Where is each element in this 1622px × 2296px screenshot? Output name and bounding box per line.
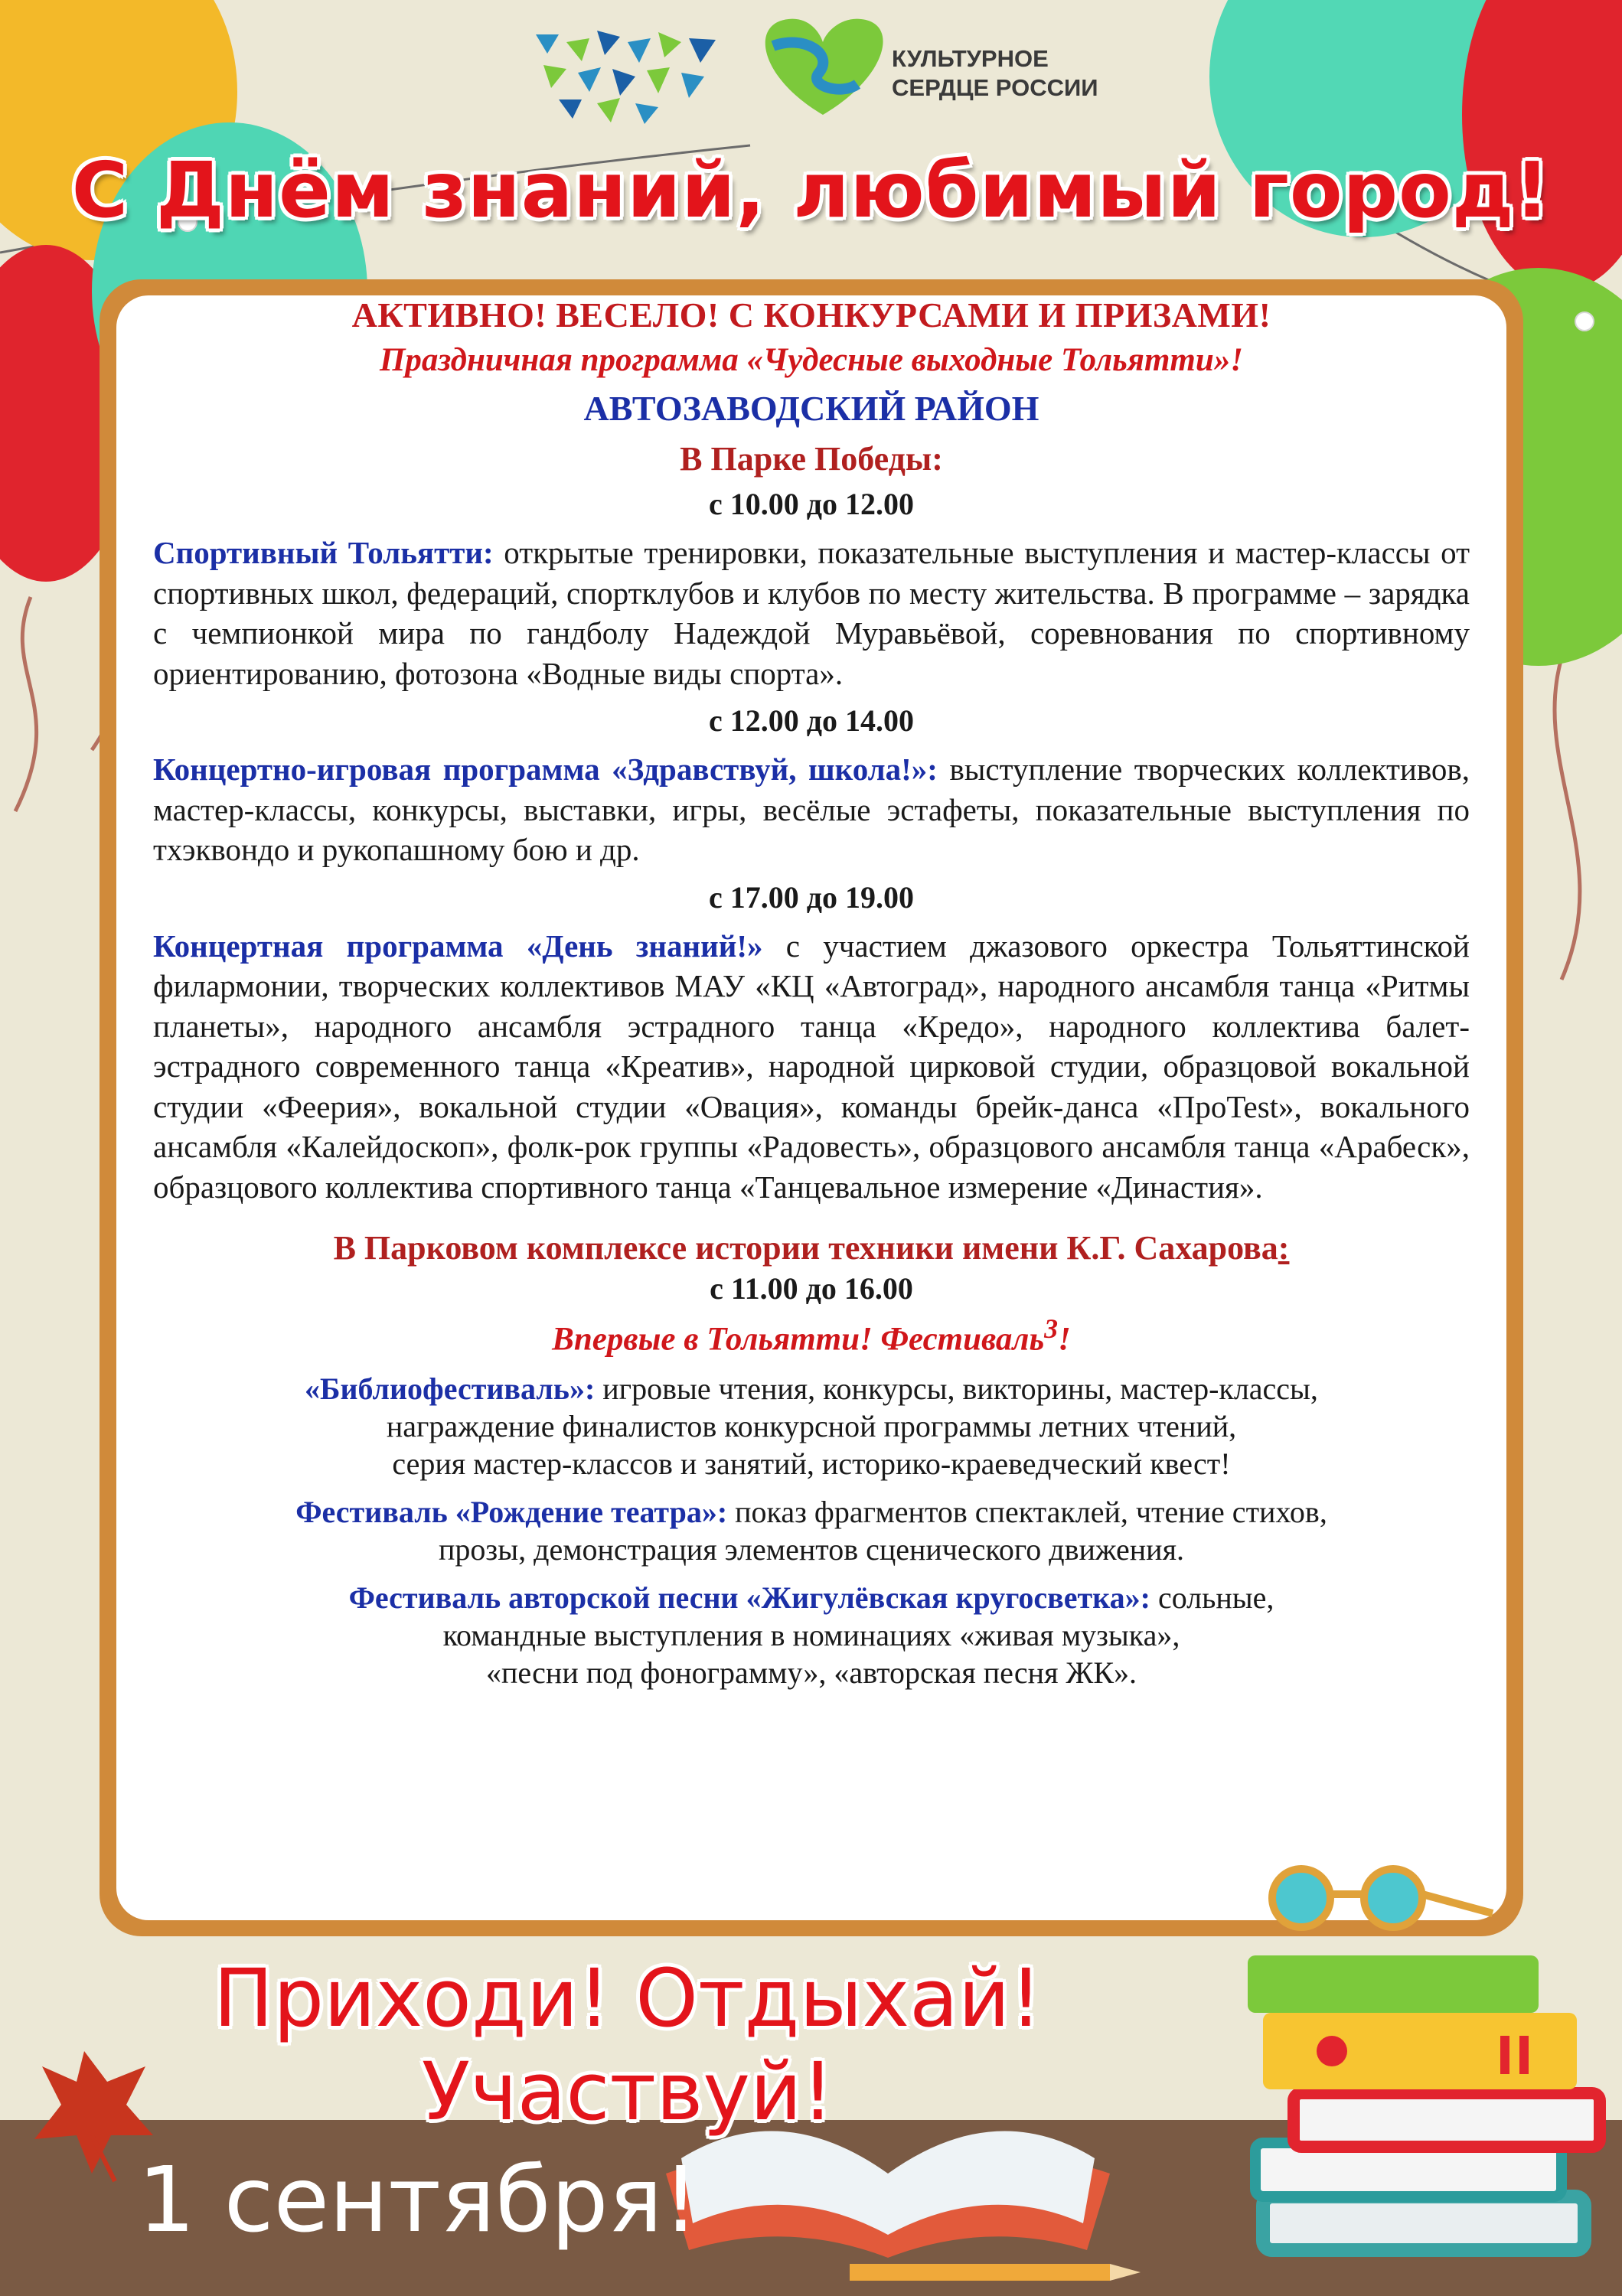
first-time-festival [153,1313,1470,1358]
main-title: С Днём знаний, любимый город! [71,145,1551,235]
event-concert-text: с участием джазового оркестра Тольяттинской филармонии, творческих коллективов МАУ «КЦ «Автоград», народного ансамбля танца «Ритмы планеты», народного ансамбля эстрадного танца «Кредо», народного коллектива балет-эстрадного современного танца «Креатив», народной цирковой студии, образцовой вокальной студии «Феерия», вокальной студии «Овация», команды брейк-данса «ПроTest», вокального ансамбля «Калейдоскоп», фолк-рок группы «Радовесть», образцового ансамбля танца «Арабеск», образцового коллектива спортивного танца «Танцевальное измерение «Династия». [153,928,1470,1205]
slogan: АКТИВНО! ВЕСЕЛО! С КОНКУРСАМИ И ПРИЗАМИ! [351,295,1271,334]
fest-bibliofestival-line1: игровые чтения, конкурсы, викторины, мастер-классы, [595,1371,1318,1407]
time-slot-2: с 12.00 до 14.00 [709,703,914,738]
fest-bibliofestival-line2: награждение финалистов конкурсной программы летних чтений, [386,1409,1237,1444]
fest-theatre-line2: прозы, демонстрация элементов сценического движения. [439,1532,1184,1567]
fest-bibliofestival-line3: серия мастер-классов и занятий, историко-краеведческий квест! [392,1446,1231,1482]
culture-heart-logo-text [892,44,1137,103]
event-concert-game-text: выступление творческих коллективов, мастер-классы, конкурсы, выставки, игры, весёлые эстафеты, показательные выступления по тхэквондо и рукопашному бою и др. [153,752,1470,867]
logo-line-2: СЕРДЦЕ РОССИИ [892,74,1098,101]
event-sport-text: открытые тренировки, показательные выступления и мастер-классы от спортивных школ, федераций, спортклубов и клубов по месту жительства. В программе – зарядка с чемпионкой мира по гандболу Надеждой Муравьёвой, соревнования по спортивному ориентированию, фотозона «Водные виды спорта». [153,535,1470,691]
festive-program: Праздничная программа «Чудесные выходные Тольятти»! [379,342,1243,378]
fest-song [153,1579,1470,1691]
first-time-festival-sup: 3 [1044,1313,1059,1344]
fest-song-title: Фестиваль авторской песни «Жигулёвская кругосветка»: [348,1580,1150,1616]
venue-sakharov-colon: : [1278,1229,1290,1267]
event-concert [153,926,1470,1208]
fest-theatre-title: Фестиваль «Рождение театра»: [295,1495,728,1530]
event-concert-game [153,749,1470,870]
fest-bibliofestival-title: «Библиофестиваль»: [305,1371,596,1407]
event-concert-game-title: Концертно-игровая программа «Здравствуй, школа!»: [153,752,938,787]
heart-logo [765,19,883,115]
time-slot-4: с 11.00 до 16.00 [710,1271,913,1306]
call-to-action: Приходи! Отдыхай! Участвуй! [213,1952,1043,2138]
logo-line-1: КУЛЬТУРНОЕ [892,45,1049,72]
event-sport [153,533,1470,693]
mosaic-logo [536,31,716,124]
event-board [153,295,1470,1702]
fest-song-line2: командные выступления в номинациях «живая музыка», [442,1618,1180,1653]
book-stack-icon [1248,1955,1600,2250]
venue-victory-park: В Парке Победы: [680,440,943,478]
fest-theatre [153,1493,1470,1568]
fest-bibliofestival [153,1370,1470,1482]
first-time-festival-end: ! [1058,1321,1071,1358]
time-slot-1: с 10.00 до 12.00 [709,487,914,521]
first-time-festival-text: Впервые в Тольятти! Фестиваль [552,1321,1045,1358]
fest-song-line1: сольные, [1150,1580,1274,1616]
fest-song-line3: «песни под фонограмму», «авторская песня ЖК». [486,1655,1137,1691]
district-heading: АВТОЗАВОДСКИЙ РАЙОН [583,389,1039,428]
fest-theatre-line1: показ фрагментов спектаклей, чтение стихов, [727,1495,1327,1530]
venue-sakharov-park-label: В Парковом комплексе истории техники имени К.Г. Сахарова [333,1229,1278,1267]
venue-sakharov-park [153,1228,1470,1267]
event-sport-title: Спортивный Тольятти: [153,535,494,570]
time-slot-3: с 17.00 до 19.00 [709,879,914,915]
pencil-icon [850,2264,1141,2281]
event-date: 1 сентября! [138,2147,699,2252]
event-concert-title: Концертная программа «День знаний!» [153,928,763,964]
